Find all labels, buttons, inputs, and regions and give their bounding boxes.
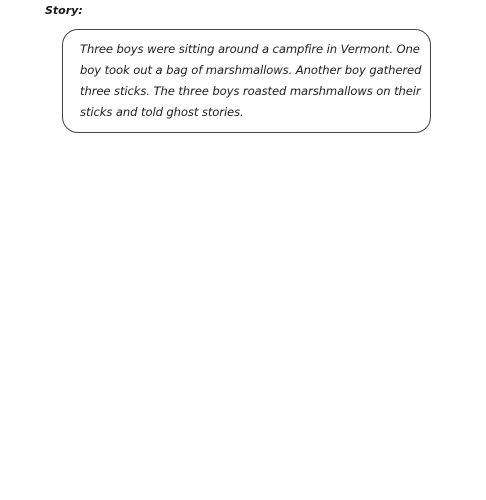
story-line-4: sticks and told ghost stories.: [80, 105, 244, 119]
story-line-1: Three boys were sitting around a campfire in Vermont. One: [80, 42, 420, 56]
story-line-3: three sticks. The three boys roasted marshmallows on their: [80, 84, 421, 98]
story-label: Story:: [45, 4, 83, 17]
story-line-2: boy took out a bag of marshmallows. Another boy gathered: [80, 63, 422, 77]
